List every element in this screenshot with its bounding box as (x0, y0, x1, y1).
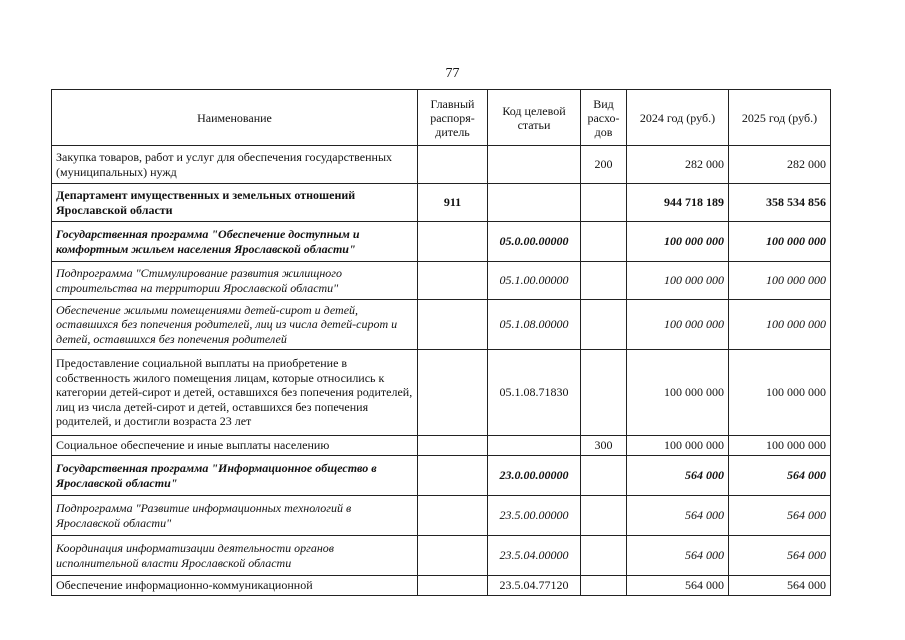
cell-grbs (418, 496, 488, 536)
cell-type: 200 (581, 146, 627, 184)
cell-code: 23.0.00.00000 (488, 456, 581, 496)
cell-name: Государственная программа "Обеспечение доступным и комфортным жильем населения Ярославской области" (52, 222, 418, 262)
cell-name: Закупка товаров, работ и услуг для обеспечения государственных (муниципальных) нужд (52, 146, 418, 184)
cell-2024: 100 000 000 (627, 222, 729, 262)
cell-2024: 282 000 (627, 146, 729, 184)
cell-type (581, 576, 627, 596)
cell-name: Предоставление социальной выплаты на приобретение в собственность жилого помещения лицам, которые относились к категории детей-сирот и детей, оставшихся без попечения родителей, лиц из числа детей-сирот и детей, оставшихся без попечения родителей, и достигли возраста 23 лет (52, 350, 418, 436)
cell-2025: 100 000 000 (729, 436, 831, 456)
cell-code: 23.5.04.00000 (488, 536, 581, 576)
cell-type (581, 350, 627, 436)
cell-2024: 100 000 000 (627, 262, 729, 300)
cell-code: 05.1.08.00000 (488, 300, 581, 350)
cell-code: 23.5.00.00000 (488, 496, 581, 536)
cell-code: 05.1.00.00000 (488, 262, 581, 300)
cell-2025: 564 000 (729, 536, 831, 576)
cell-code: 05.1.08.71830 (488, 350, 581, 436)
cell-type (581, 262, 627, 300)
cell-type (581, 496, 627, 536)
table-row (52, 436, 831, 456)
cell-name: Обеспечение жилыми помещениями детей-сирот и детей, оставшихся без попечения родителей, лиц из числа детей-сирот и детей, оставшихся без попечения родителей (52, 300, 418, 350)
cell-code (488, 436, 581, 456)
table-row (52, 262, 831, 300)
cell-grbs: 911 (418, 184, 488, 222)
cell-type (581, 536, 627, 576)
header-2025: 2025 год (руб.) (729, 90, 831, 146)
cell-grbs (418, 456, 488, 496)
cell-grbs (418, 436, 488, 456)
header-grbs: Главный распоря-дитель (418, 90, 488, 146)
cell-2024: 100 000 000 (627, 436, 729, 456)
cell-code: 05.0.00.00000 (488, 222, 581, 262)
budget-table (51, 89, 831, 596)
table-header-row (52, 90, 831, 146)
cell-2025: 100 000 000 (729, 300, 831, 350)
cell-grbs (418, 300, 488, 350)
header-2024: 2024 год (руб.) (627, 90, 729, 146)
table-row (52, 300, 831, 350)
cell-2025: 564 000 (729, 456, 831, 496)
cell-type: 300 (581, 436, 627, 456)
cell-2024: 100 000 000 (627, 300, 729, 350)
page-number: 77 (445, 66, 460, 81)
table-row (52, 222, 831, 262)
cell-2024: 564 000 (627, 576, 729, 596)
cell-grbs (418, 262, 488, 300)
cell-name: Подпрограмма "Развитие информационных технологий в Ярославской области" (52, 496, 418, 536)
table-row (52, 146, 831, 184)
cell-2025: 100 000 000 (729, 350, 831, 436)
cell-2025: 564 000 (729, 576, 831, 596)
table-row (52, 576, 831, 596)
cell-type (581, 184, 627, 222)
cell-2024: 100 000 000 (627, 350, 729, 436)
table-body (52, 146, 831, 596)
header-name: Наименование (52, 90, 418, 146)
cell-name: Координация информатизации деятельности органов исполнительной власти Ярославской области (52, 536, 418, 576)
cell-code: 23.5.04.77120 (488, 576, 581, 596)
table-row (52, 536, 831, 576)
cell-name: Обеспечение информационно-коммуникационной (52, 576, 418, 596)
cell-grbs (418, 576, 488, 596)
cell-2025: 282 000 (729, 146, 831, 184)
header-type: Вид расхо-дов (581, 90, 627, 146)
cell-grbs (418, 350, 488, 436)
cell-name: Государственная программа "Информационное общество в Ярославской области" (52, 456, 418, 496)
header-code: Код целевой статьи (488, 90, 581, 146)
cell-2025: 100 000 000 (729, 262, 831, 300)
cell-code (488, 184, 581, 222)
cell-grbs (418, 536, 488, 576)
cell-2024: 944 718 189 (627, 184, 729, 222)
table-row (52, 456, 831, 496)
cell-type (581, 300, 627, 350)
table-row (52, 184, 831, 222)
cell-type (581, 222, 627, 262)
cell-2025: 564 000 (729, 496, 831, 536)
cell-code (488, 146, 581, 184)
cell-2025: 358 534 856 (729, 184, 831, 222)
cell-grbs (418, 146, 488, 184)
cell-name: Социальное обеспечение и иные выплаты населению (52, 436, 418, 456)
cell-type (581, 456, 627, 496)
cell-2024: 564 000 (627, 456, 729, 496)
table-row (52, 350, 831, 436)
cell-2025: 100 000 000 (729, 222, 831, 262)
cell-2024: 564 000 (627, 496, 729, 536)
cell-name: Департамент имущественных и земельных отношений Ярославской области (52, 184, 418, 222)
cell-grbs (418, 222, 488, 262)
cell-2024: 564 000 (627, 536, 729, 576)
cell-name: Подпрограмма "Стимулирование развития жилищного строительства на территории Ярославской области" (52, 262, 418, 300)
table-row (52, 496, 831, 536)
